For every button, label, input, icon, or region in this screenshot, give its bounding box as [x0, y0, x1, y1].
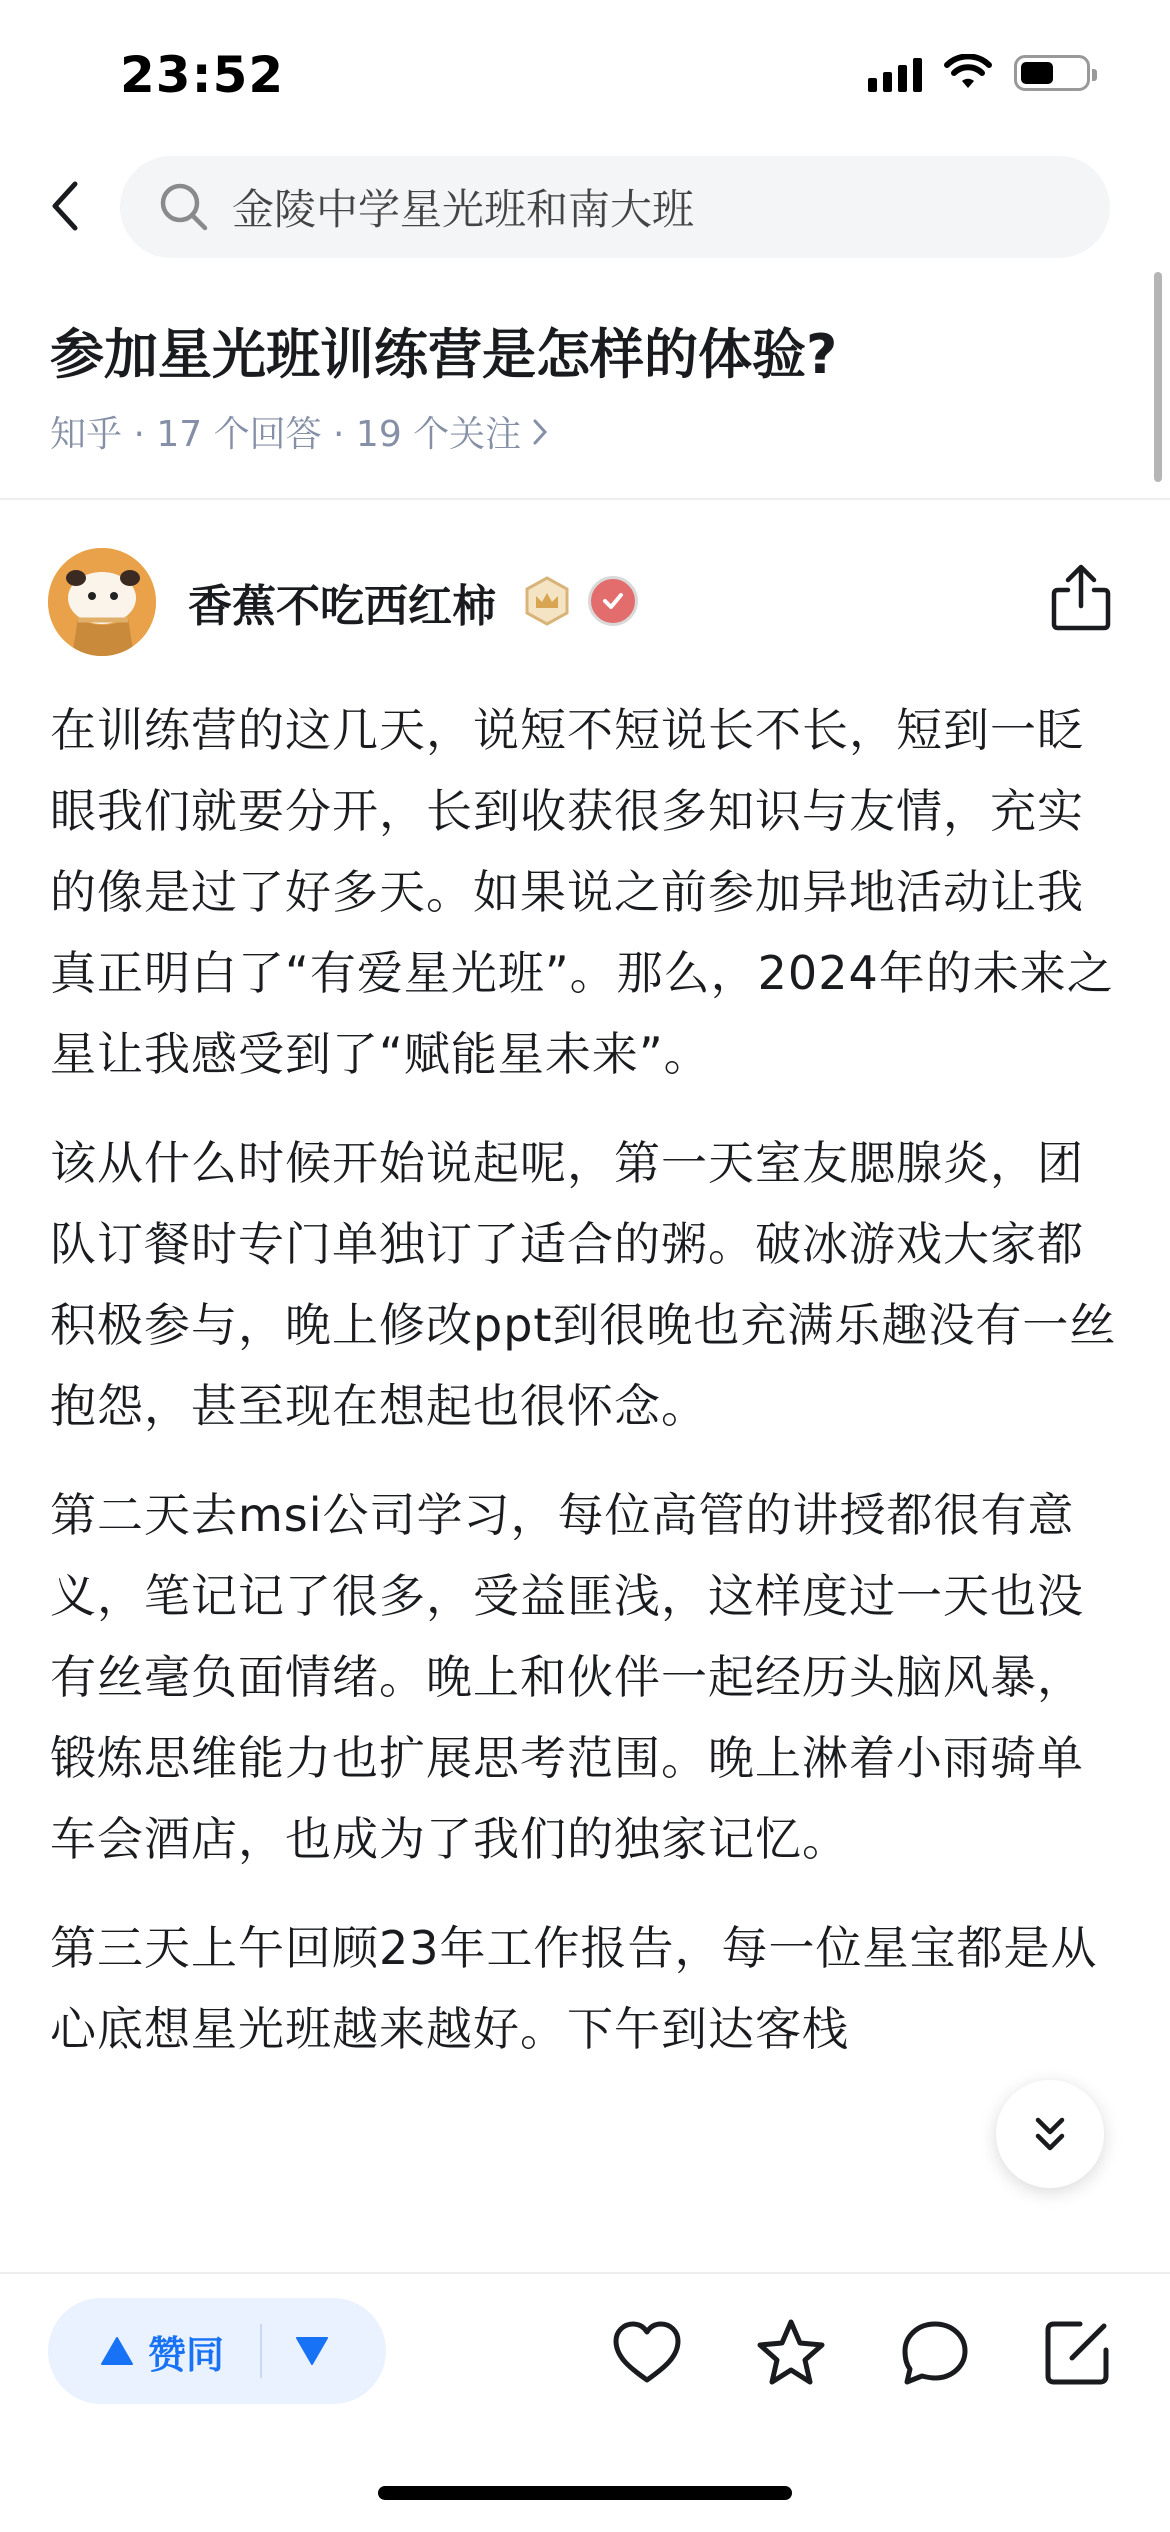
- upvote-label: 赞同: [148, 2332, 225, 2377]
- author-name[interactable]: 香蕉不吃西红柿: [188, 581, 496, 632]
- answer-paragraph: 第二天去msi公司学习，每位高管的讲授都很有意义，笔记记了很多，受益匪浅，这样度过一天也没有丝毫负面情绪。晚上和伙伴一起经历头脑风暴，锻炼思维能力也扩展思考范围。晚上淋着小雨骑单车会酒店，也成为了我们的独家记忆。: [50, 1488, 1084, 1866]
- section-divider: [0, 498, 1170, 500]
- search-input[interactable]: [120, 156, 1110, 258]
- home-indicator: [378, 2486, 792, 2500]
- checkmark-icon: [599, 587, 627, 615]
- battery-icon: [1014, 55, 1090, 91]
- status-bar: [0, 0, 1170, 150]
- chevron-right-icon: [531, 417, 549, 447]
- avatar[interactable]: [48, 548, 156, 656]
- expand-answer-button[interactable]: [996, 2080, 1104, 2188]
- answer-paragraph: 第三天上午回顾23年工作报告，每一位星宝都是从心底想星光班越来越好。下午到达客栈: [50, 1921, 1098, 2056]
- share-icon[interactable]: [1046, 562, 1116, 634]
- status-icons: [868, 54, 1090, 92]
- question-title[interactable]: 参加星光班训练营是怎样的体验?: [50, 323, 838, 386]
- answer-paragraph: 在训练营的这几天，说短不短说长不长，短到一眨眼我们就要分开，长到收获很多知识与友情，充实的像是过了好多天。如果说之前参加异地活动让我真正明白了“有爱星光班”。那么，2024年的未来之星让我感受到了“赋能星未来”。: [50, 703, 1114, 1081]
- question-meta-text: 知乎 · 17 个回答 · 19 个关注: [50, 414, 522, 455]
- answer-paragraph: 该从什么时候开始说起呢，第一天室友腮腺炎，团队订餐时专门单独订了适合的粥。破冰游戏大家都积极参与，晚上修改ppt到很晚也充满乐趣没有一丝抱怨，甚至现在想起也很怀念。: [50, 1136, 1117, 1433]
- edit-icon[interactable]: [1040, 2316, 1114, 2390]
- downvote-button[interactable]: [262, 2298, 362, 2404]
- comment-icon[interactable]: [898, 2316, 972, 2390]
- heart-icon[interactable]: [610, 2316, 684, 2390]
- search-icon: [158, 181, 210, 233]
- upvote-button[interactable]: [48, 2298, 224, 2404]
- double-chevron-down-icon: [1030, 2114, 1070, 2154]
- wifi-icon: [944, 54, 992, 92]
- scroll-indicator: [1154, 272, 1162, 482]
- triangle-up-icon: [100, 2336, 134, 2366]
- search-query-text: 金陵中学星光班和南大班: [232, 185, 695, 234]
- chevron-left-icon: [50, 180, 80, 232]
- cellular-signal-icon: [868, 54, 922, 92]
- avatar-cat-image: [48, 548, 156, 656]
- star-icon[interactable]: [754, 2316, 828, 2390]
- verified-badge-icon: [588, 576, 638, 626]
- vote-control: [48, 2298, 386, 2404]
- crown-badge-icon: [522, 576, 572, 626]
- triangle-down-icon: [295, 2336, 329, 2366]
- answer-body: [50, 690, 1120, 2272]
- back-button[interactable]: [40, 178, 90, 234]
- status-time: 23:52: [120, 46, 285, 104]
- question-meta[interactable]: [50, 406, 549, 457]
